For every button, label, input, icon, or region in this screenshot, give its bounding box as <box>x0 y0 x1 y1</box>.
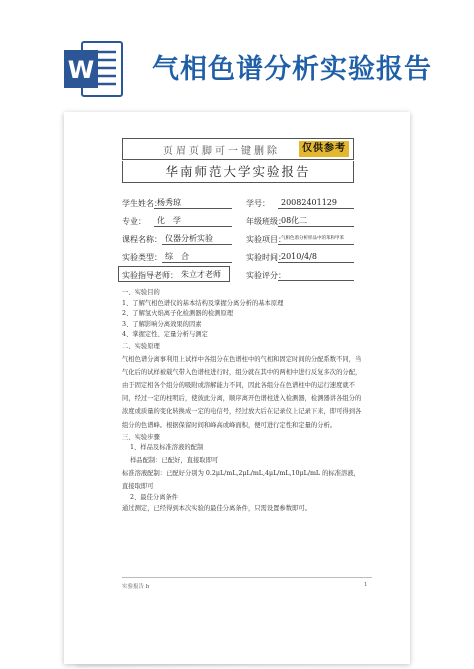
svg-text:W: W <box>67 56 95 84</box>
section-heading: 一、实验目的 <box>122 289 160 296</box>
type-value: 综 合 <box>162 250 232 263</box>
major-value: 化 学 <box>154 214 232 227</box>
header-box <box>122 138 354 160</box>
document-title: 华南师范大学实验报告 <box>122 161 354 183</box>
course-label: 课程名称： <box>122 235 162 244</box>
footer-label: 实验报告 b <box>122 584 150 590</box>
time-label: 实验时间： <box>246 253 286 262</box>
project-label: 实验项目： <box>246 235 286 244</box>
score-value <box>278 268 354 281</box>
footer-divider <box>122 577 372 578</box>
page-number: 1 <box>364 582 368 588</box>
student-name-value: 杨秀琼 <box>154 196 232 209</box>
student-name-label: 学生姓名： <box>122 199 162 208</box>
header-watermark: 页眉页脚可一键删除 <box>163 146 280 157</box>
reference-badge: 仅供参考 <box>299 141 349 157</box>
info-row <box>122 230 354 248</box>
info-table <box>122 194 354 284</box>
list-item: 1、了解气相色谱仪的基本结构及掌握分离分析的基本原理 <box>122 299 284 307</box>
teacher-value: 朱立才老师 <box>181 270 221 279</box>
info-row <box>122 212 354 230</box>
student-id-label: 学号： <box>246 199 270 208</box>
list-item: 3、了解影响分离效果的因素 <box>122 320 202 328</box>
grade-label: 年级班级： <box>246 217 286 226</box>
type-label: 实验类型： <box>122 253 162 262</box>
list-item: 4、掌握定性、定量分析与测定 <box>122 331 208 339</box>
time-value: 2010/4/8 <box>278 250 354 263</box>
list-item: 标准溶液配制：已配好分别为 0.2μL/mL,2μL/mL,4μL/mL,10μL/mL 的标准溶液，直接取即可 <box>122 469 360 490</box>
section-heading: 二、实验原理 <box>122 342 160 350</box>
section-heading: 三、实验步骤 <box>122 433 160 441</box>
info-row <box>122 248 354 266</box>
document-page <box>64 112 410 664</box>
info-row <box>122 266 354 284</box>
principle-paragraph: 气相色谱分离事利用上试样中各组分在色谱柱中的气相和固定时间的分配系数不同，当气化后的试样被载气带入色谱柱进行时，组分就在其中的两相中进行反复多次的分配，由于固定相各个组分的吸附或溶解能力不同，因此各组分在色谱柱中的运行速度就不同，经过一定的柱明后，使彼此分离，顺序离开色谱柱进入检测器，检测器讲各组分的浓度或质量的变化转换成一定的电信号，经过放大后在记录仪上记录下来，即可得到各组分的色谱峰。根据保留时间和峰高或峰面积，便可进行定性和定量的分析。 <box>122 355 362 429</box>
list-item: 通过测定，已经得到本次实验的最佳分离条件，只需设置参数即可。 <box>122 504 311 512</box>
word-icon <box>60 36 126 102</box>
info-row <box>122 194 354 212</box>
grade-value: 08化二 <box>278 214 354 227</box>
course-value: 仪器分析实验 <box>162 232 232 245</box>
list-item: 2、了解氢火焰离子化检测器的检测原理 <box>122 310 234 318</box>
banner-title: 气相色谱分析实验报告 <box>152 54 432 85</box>
student-id-value: 20082401129 <box>278 196 354 209</box>
list-item: 样品配制：已配好，直接取即可 <box>130 456 219 464</box>
report-body <box>122 288 362 514</box>
list-item: 1、样品及标准溶液的配制 <box>130 444 204 452</box>
list-item: 2、最佳分离条件 <box>130 493 179 501</box>
teacher-label: 实验指导老师： <box>122 271 178 280</box>
score-label: 实验评分： <box>246 271 286 280</box>
banner <box>0 0 474 118</box>
major-label: 专业： <box>122 217 146 226</box>
project-value: 气相色谱分析样品中的苯和甲苯 <box>278 232 354 245</box>
